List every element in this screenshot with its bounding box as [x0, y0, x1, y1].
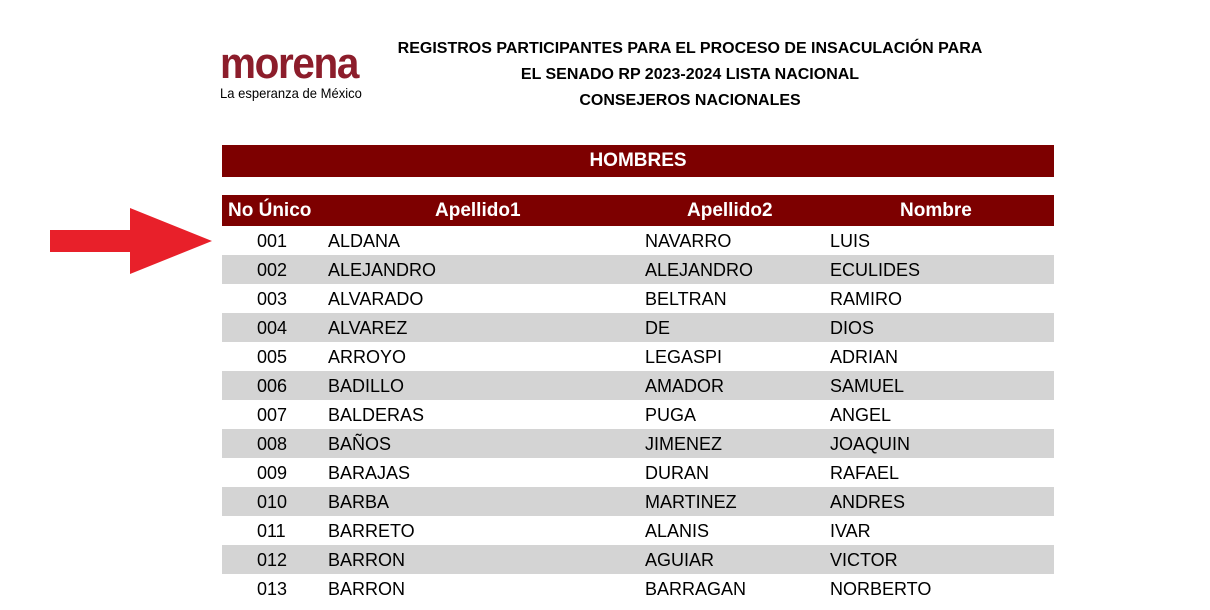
cell-nombre: ECULIDES — [830, 260, 921, 280]
cell-nombre: NORBERTO — [830, 579, 932, 599]
cell-no-unico: 005 — [257, 347, 288, 367]
header-line-3: CONSEJEROS NACIONALES — [579, 92, 801, 109]
cell-apellido1: ARROYO — [328, 347, 407, 367]
cell-apellido2: DURAN — [645, 463, 710, 483]
cell-nombre: ANGEL — [830, 405, 892, 425]
table-row — [222, 226, 1054, 255]
arrow-right-icon — [50, 208, 215, 276]
cell-nombre: LUIS — [830, 231, 871, 251]
cell-nombre: IVAR — [830, 521, 871, 541]
cell-no-unico: 001 — [257, 231, 288, 251]
cell-apellido1: ALEJANDRO — [328, 260, 437, 280]
table-row — [222, 313, 1054, 342]
column-header-no-unico: No Único — [228, 200, 312, 221]
section-title-bar — [222, 145, 1054, 177]
cell-apellido2: NAVARRO — [645, 231, 732, 251]
table-row — [222, 458, 1054, 487]
header-line-2: EL SENADO RP 2023-2024 LISTA NACIONAL — [520, 66, 860, 83]
table-row — [222, 516, 1054, 545]
logo-wordmark: morena — [220, 39, 358, 88]
cell-apellido1: BADILLO — [328, 376, 405, 396]
cell-apellido1: BARRON — [328, 550, 406, 570]
cell-no-unico: 008 — [257, 434, 288, 454]
cell-nombre: VICTOR — [830, 550, 898, 570]
cell-no-unico: 004 — [257, 318, 288, 338]
table-body — [222, 226, 1054, 603]
table-row — [222, 371, 1054, 400]
table-row — [222, 487, 1054, 516]
cell-apellido2: ALANIS — [645, 521, 710, 541]
table-row — [222, 400, 1054, 429]
cell-nombre: SAMUEL — [830, 376, 905, 396]
cell-no-unico: 006 — [257, 376, 288, 396]
cell-nombre: DIOS — [830, 318, 875, 338]
cell-apellido2: DE — [645, 318, 671, 338]
header-line-1: REGISTROS PARTICIPANTES PARA EL PROCESO DE INSACULACIÓN PARA — [397, 40, 983, 57]
cell-no-unico: 007 — [257, 405, 288, 425]
cell-apellido1: BALDERAS — [328, 405, 425, 425]
cell-no-unico: 012 — [257, 550, 288, 570]
cell-no-unico: 011 — [257, 521, 286, 541]
table-row — [222, 574, 1054, 603]
column-header-apellido2: Apellido2 — [687, 200, 773, 221]
cell-apellido2: AGUIAR — [645, 550, 715, 570]
table-row — [222, 545, 1054, 574]
cell-apellido1: ALDANA — [328, 231, 401, 251]
cell-no-unico: 009 — [257, 463, 288, 483]
table-row — [222, 342, 1054, 371]
cell-no-unico: 013 — [257, 579, 288, 599]
cell-no-unico: 010 — [257, 492, 288, 512]
cell-nombre: JOAQUIN — [830, 434, 911, 454]
cell-nombre: ANDRES — [830, 492, 906, 512]
table-row — [222, 255, 1054, 284]
table-row — [222, 284, 1054, 313]
cell-apellido1: BAÑOS — [328, 434, 392, 454]
column-header-nombre: Nombre — [900, 200, 972, 221]
document-header — [380, 36, 1000, 114]
cell-apellido1: BARBA — [328, 492, 390, 512]
cell-apellido2: ALEJANDRO — [645, 260, 754, 280]
cell-apellido2: AMADOR — [645, 376, 725, 396]
logo-tagline: La esperanza de México — [220, 85, 362, 101]
cell-apellido1: BARRON — [328, 579, 406, 599]
cell-nombre: ADRIAN — [830, 347, 899, 367]
cell-nombre: RAMIRO — [830, 289, 902, 309]
cell-apellido1: BARRETO — [328, 521, 415, 541]
cell-apellido2: BARRAGAN — [645, 579, 747, 599]
participants-table — [222, 195, 1054, 603]
cell-apellido2: LEGASPI — [645, 347, 723, 367]
cell-no-unico: 003 — [257, 289, 288, 309]
cell-apellido1: ALVARADO — [328, 289, 424, 309]
section-title: HOMBRES — [589, 150, 687, 171]
cell-no-unico: 002 — [257, 260, 288, 280]
cell-apellido1: BARAJAS — [328, 463, 411, 483]
cell-apellido2: JIMENEZ — [645, 434, 723, 454]
cell-apellido2: BELTRAN — [645, 289, 727, 309]
cell-apellido2: MARTINEZ — [645, 492, 737, 512]
morena-logo — [220, 39, 373, 101]
cell-apellido1: ALVAREZ — [328, 318, 408, 338]
cell-apellido2: PUGA — [645, 405, 697, 425]
cell-nombre: RAFAEL — [830, 463, 900, 483]
table-row — [222, 429, 1054, 458]
column-header-apellido1: Apellido1 — [435, 200, 521, 221]
table-header — [222, 195, 1054, 226]
